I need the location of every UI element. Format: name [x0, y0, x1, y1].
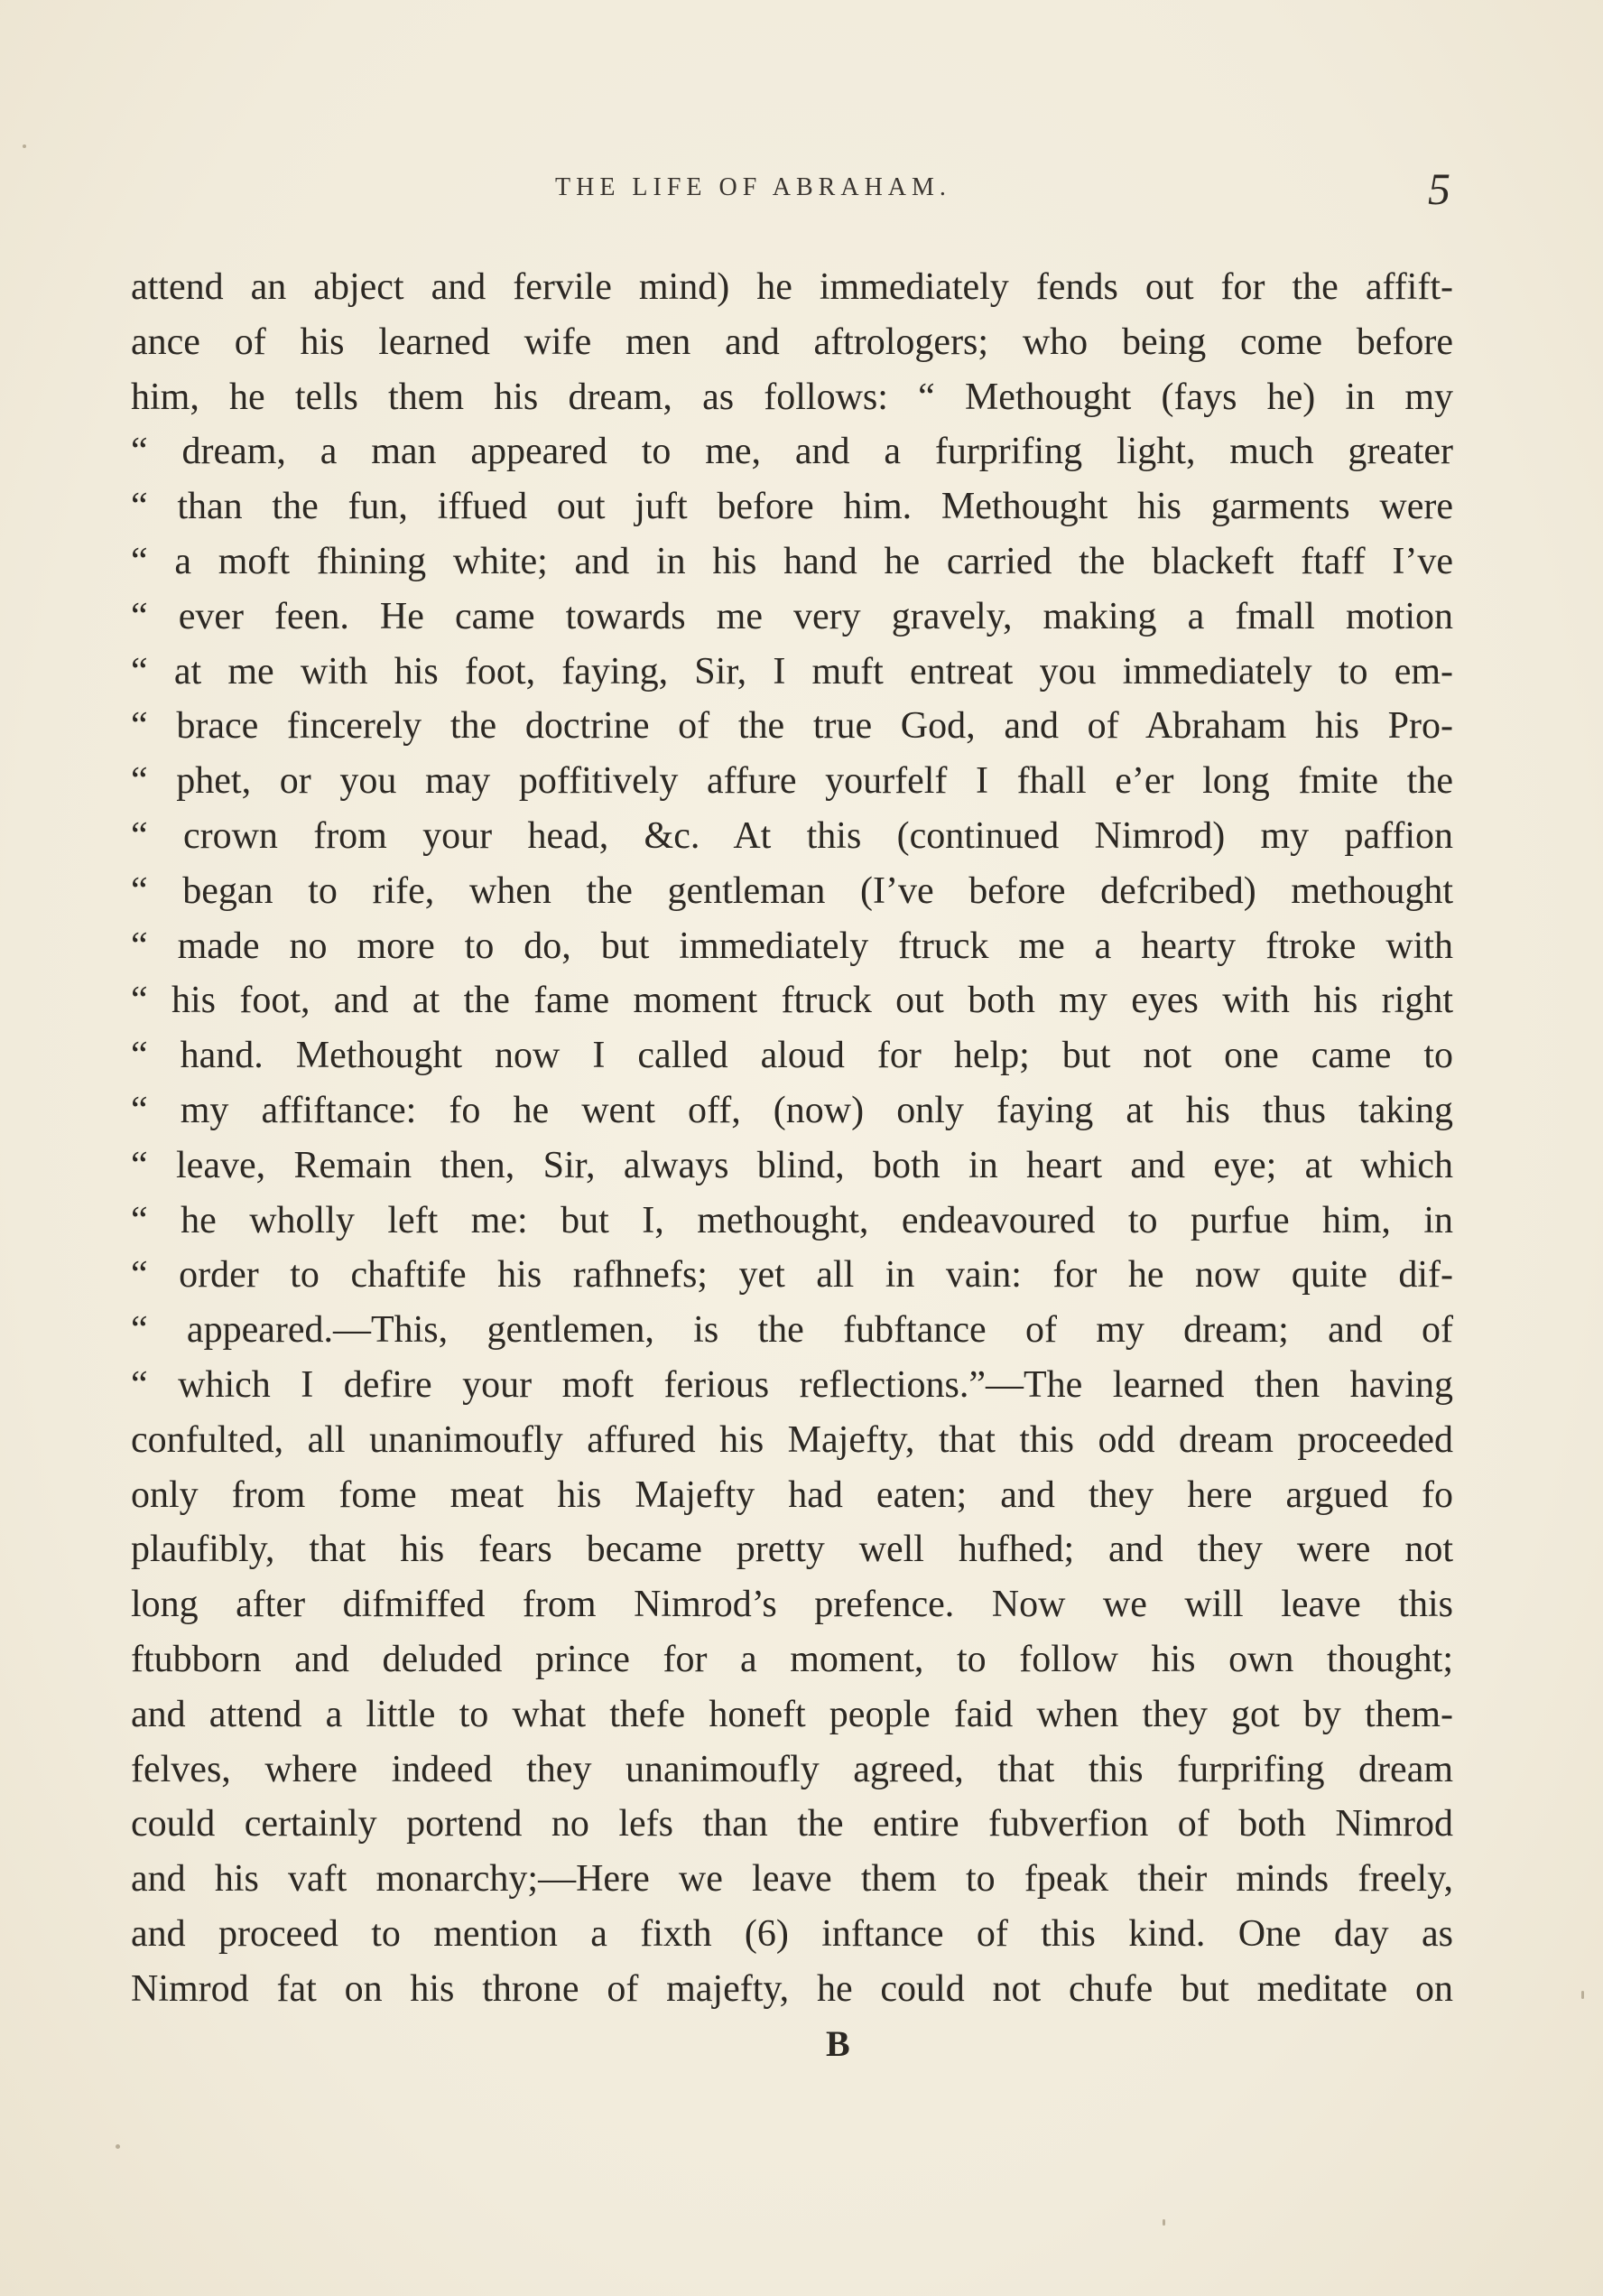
- running-title: THE LIFE OF ABRAHAM.: [555, 173, 951, 201]
- text-line: ance of his learned wife men and aftrologers; who being come before: [131, 321, 1453, 363]
- text-line: “ my affiftance: fo he went off, (now) only faying at his thus taking: [131, 1089, 1453, 1131]
- text-line: “ at me with his foot, faying, Sir, I muft entreat you immediately to em-: [131, 650, 1453, 693]
- text-line: and his vaft monarchy;—Here we leave them to fpeak their minds freely,: [131, 1858, 1453, 1901]
- text-line: plaufibly, that his fears became pretty well hufhed; and they were not: [131, 1529, 1453, 1571]
- text-line: “ phet, or you may poffitively affure yourfelf I fhall e’er long fmite the: [131, 760, 1453, 803]
- text-line: “ dream, a man appeared to me, and a furprifing light, much greater: [131, 431, 1453, 473]
- text-line: Nimrod fat on his throne of majefty, he could not chufe but meditate on: [131, 1967, 1453, 2010]
- text-line: “ a moft fhining white; and in his hand he carried the blackeft ftaff I’ve: [131, 540, 1453, 582]
- paper-speck: [116, 2144, 120, 2149]
- text-line: ftubborn and deluded prince for a moment, to follow his own thought;: [131, 1638, 1453, 1680]
- paper-speck: [23, 144, 26, 148]
- text-line: confulted, all unanimoufly affured his Majefty, that this odd dream proceeded: [131, 1418, 1453, 1461]
- text-line: “ hand. Methought now I called aloud for help; but not one came to: [131, 1035, 1453, 1077]
- text-line: “ than the fun, iffued out juft before him. Methought his garments were: [131, 486, 1453, 528]
- text-line: him, he tells them his dream, as follows: “ Methought (fays he) in my: [131, 376, 1453, 418]
- text-line: “ his foot, and at the fame moment ftruck out both my eyes with his right: [131, 980, 1453, 1022]
- text-line: “ crown from your head, &c. At this (continued Nimrod) my paffion: [131, 814, 1453, 857]
- text-line: “ which I defire your moft ferious reflections.”—The learned then having: [131, 1363, 1453, 1406]
- page-header: [0, 163, 1603, 214]
- paper-speck: [1581, 1991, 1584, 1999]
- text-line: “ ever feen. He came towards me very gravely, making a fmall motion: [131, 595, 1453, 637]
- text-line: attend an abject and fervile mind) he immediately fends out for the affift-: [131, 266, 1453, 308]
- text-line: “ made no more to do, but immediately ftruck me a hearty ftroke with: [131, 925, 1453, 967]
- signature-mark: B: [826, 2023, 850, 2064]
- text-line: could certainly portend no lefs than the entire fubverfion of both Nimrod: [131, 1803, 1453, 1845]
- text-line: “ appeared.—This, gentlemen, is the fubftance of my dream; and of: [131, 1309, 1453, 1352]
- paper-speck: [1163, 2219, 1165, 2226]
- text-line: only from fome meat his Majefty had eaten; and they here argued fo: [131, 1473, 1453, 1516]
- text-line: “ began to rife, when the gentleman (I’ve before defcribed) methought: [131, 869, 1453, 912]
- text-line: and attend a little to what thefe honeft people faid when they got by them-: [131, 1693, 1453, 1735]
- text-line: “ order to chaftife his rafhnefs; yet all in vain: for he now quite dif-: [131, 1254, 1453, 1297]
- text-line: “ brace fincerely the doctrine of the true God, and of Abraham his Pro-: [131, 705, 1453, 748]
- text-line: “ he wholly left me: but I, methought, endeavoured to purfue him, in: [131, 1199, 1453, 1241]
- text-line: and proceed to mention a fixth (6) inftance of this kind. One day as: [131, 1912, 1453, 1955]
- text-line: felves, where indeed they unanimoufly agreed, that this furprifing dream: [131, 1748, 1453, 1790]
- text-line: “ leave, Remain then, Sir, always blind, both in heart and eye; at which: [131, 1144, 1453, 1186]
- body-text: [131, 260, 1453, 2017]
- page-number: 5: [1428, 163, 1450, 214]
- text-line: long after difmiffed from Nimrod’s prefence. Now we will leave this: [131, 1584, 1453, 1626]
